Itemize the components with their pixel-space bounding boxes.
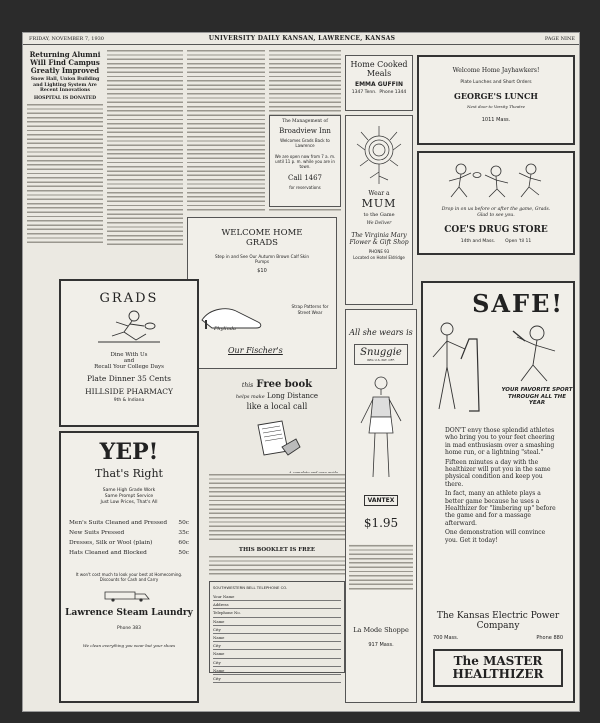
ad-free-book: Free book <box>256 379 313 390</box>
ad-brand: Phylinda <box>214 326 237 332</box>
chrysanthemum-illustration <box>348 120 410 186</box>
price-list <box>69 518 189 558</box>
booklet-text <box>209 555 345 577</box>
ad-address: 917 Mass. <box>368 642 394 648</box>
page-header <box>23 33 580 45</box>
ad-hours: Open 'til 11 <box>505 239 532 244</box>
ad-title: Home Cooked Meals <box>350 60 408 78</box>
ad-body-text <box>209 473 345 543</box>
telephone-booklet-ad <box>209 375 345 705</box>
price-item: Hats Cleaned and Blocked 50c <box>69 550 189 556</box>
master-healthizer-ad <box>421 281 575 703</box>
ad-store: Our Fischer's <box>228 346 283 355</box>
ad-headline: All she wears is <box>349 328 413 337</box>
article-column-3 <box>187 49 265 213</box>
form-field[interactable]: City <box>213 675 341 683</box>
ad-phone: Phone 880 <box>536 635 563 641</box>
ad-line2: Same Prompt Service <box>104 494 154 499</box>
ad-shop: The Virginia Mary Flower & Gift Shop <box>349 232 409 246</box>
delivery-truck-illustration <box>101 588 157 602</box>
masthead: UNIVERSITY DAILY KANSAN, LAWRENCE, KANSAS <box>208 35 396 42</box>
article-column-1 <box>27 49 103 245</box>
ad-line1: Dine With Us <box>110 352 148 358</box>
ad-subtitle: Plate Lunches and Short Orders <box>460 80 532 85</box>
form-field[interactable]: Name <box>213 618 341 626</box>
ad-location: Located on Hotel Eldridge <box>353 255 405 260</box>
baseball-player-illustration <box>425 319 571 423</box>
ad-body-paragraph: DON'T envy those splendid athletes who bring you to your feet cheering in mad enthusiasm over a smashing home run, or a lightning "steal." <box>445 427 555 457</box>
ad-phone: PHONE 93 <box>368 249 390 254</box>
ad-call: Call 1467 <box>287 174 323 182</box>
ad-line2: We are open now from 7 a. m. until 11 p. m. while you are in town. <box>274 154 336 169</box>
form-field[interactable]: Name <box>213 634 341 642</box>
ad-yep: YEP! <box>99 439 159 465</box>
ad-like: like a local call <box>246 402 308 411</box>
form-field[interactable]: Name <box>213 667 341 675</box>
header-date: FRIDAY, NOVEMBER 7, 1930 <box>29 36 104 42</box>
price-item: Dresses, Silk or Wool (plain) 60c <box>69 540 189 546</box>
ad-name: GEORGE'S LUNCH <box>454 91 538 101</box>
la-mode-shoppe-ad <box>345 309 417 703</box>
ad-intro: The Management of <box>282 119 328 124</box>
header-page-number: PAGE NINE <box>544 36 575 42</box>
hillside-pharmacy-ad <box>59 279 199 427</box>
ad-this: this <box>241 382 254 389</box>
ad-note: It won't cost much to look your best at Homecoming. Discounts for Cash and Carry <box>75 572 183 582</box>
ad-price: $1.95 <box>363 516 399 530</box>
ad-store: La Mode Shoppe <box>353 626 409 634</box>
ad-product: The MASTER HEALTHIZER <box>433 649 563 687</box>
ad-title: WELCOME HOME GRADS <box>221 228 303 248</box>
ad-body-paragraph: In fact, many an athlete plays a better game because he uses a Healthizer for "limbering up" before the game and for a massage afterward. <box>445 490 556 527</box>
ad-line3: Just Low Prices, That's All <box>100 500 158 505</box>
ad-game: to the Game <box>363 212 395 218</box>
ad-tagline: YOUR FAVORITE SPORT THROUGH ALL THE YEAR <box>501 387 573 407</box>
runner-illustration <box>94 308 164 346</box>
ad-brand: Snuggie <box>360 347 402 358</box>
ad-address: 700 Mass. <box>433 635 459 641</box>
article-section-heading: HOSPITAL IS DONATED <box>33 95 97 101</box>
booklet-illustration <box>252 417 302 461</box>
ad-welcome: Welcome Home Jayhawkers! <box>452 67 540 74</box>
form-field[interactable]: Telephone No. <box>213 609 341 617</box>
newspaper-page <box>22 32 580 712</box>
ad-name: EMMA GUFFIN <box>354 81 404 88</box>
shoe-illustration <box>198 296 268 330</box>
ad-name: HILLSIDE PHARMACY <box>85 387 173 396</box>
ad-body-text <box>349 544 413 590</box>
ad-right: That's Right <box>95 467 163 480</box>
ad-line1: Same High Grade Work <box>102 488 156 493</box>
coupon-form <box>209 581 345 682</box>
article-subhead: Snow Hall, Union Building and Lighting System Are Recent Innovations <box>30 77 100 93</box>
woman-in-underwear-illustration <box>351 373 411 483</box>
article-body-text <box>27 103 103 245</box>
ad-price: $10 <box>257 268 267 274</box>
georges-lunch-ad <box>417 55 575 145</box>
form-field[interactable]: City <box>213 642 341 650</box>
form-field[interactable]: Name <box>213 650 341 658</box>
ad-address: 1011 Mass. <box>481 117 511 123</box>
ad-helps: helps make <box>235 394 265 400</box>
ad-phone: Phone 383 <box>117 626 141 631</box>
ad-reserve: for reservations <box>289 185 321 190</box>
lawrence-steam-laundry-ad <box>59 431 199 703</box>
form-field[interactable]: City <box>213 626 341 634</box>
form-company: SOUTHWESTERN BELL TELEPHONE CO. <box>213 585 288 590</box>
broadview-inn-ad <box>269 115 341 207</box>
price-item: Men's Suits Cleaned and Pressed 50c <box>69 520 189 526</box>
ad-line2: and <box>123 358 135 364</box>
ad-name: Lawrence Steam Laundry <box>65 608 193 618</box>
form-field[interactable]: Your Name <box>213 593 341 601</box>
ad-tag: VANTEX <box>364 495 399 506</box>
booklet-title: THIS BOOKLET IS FREE <box>238 547 316 553</box>
price-item: New Suits Pressed 35c <box>69 530 189 536</box>
ad-company: The Kansas Electric Power Company <box>436 611 560 631</box>
ad-footer: We clean everything you wear but your shoes <box>82 643 176 648</box>
snuggie-logo-box <box>354 344 408 365</box>
ad-line1: Step in and See Our Autumn Brown Calf Skin Pumps <box>214 254 310 264</box>
ad-long-distance: Long Distance <box>267 392 319 400</box>
home-cooked-meals-ad <box>345 55 413 111</box>
ad-mum: MUM <box>361 197 397 210</box>
ad-line1: Welcomes Grads Back to Lawrence <box>280 138 330 148</box>
form-fields <box>213 593 341 683</box>
article-headline: Returning Alumni Will Find Campus Greatly Improved <box>29 50 101 75</box>
ad-address: 14th and Mass. <box>460 239 496 244</box>
ad-deliver: We Deliver <box>366 221 392 226</box>
ad-phone: Phone 1344 <box>379 90 407 95</box>
article-column-2 <box>107 49 183 245</box>
ad-name: COE'S DRUG STORE <box>444 225 548 235</box>
ad-note: Next door to Varsity Theatre <box>466 104 526 109</box>
shoe-store-ad <box>187 217 337 369</box>
ad-name: Broadview Inn <box>279 127 331 135</box>
form-field[interactable]: City <box>213 659 341 667</box>
ad-body-paragraph: Fifteen minutes a day with the healthizer will put you in the same physical condition and keep you there. <box>445 458 551 488</box>
ad-body <box>445 427 557 544</box>
ad-wear: Wear a <box>368 190 390 197</box>
ad-label: REG U.S. PAT. OFF. <box>367 358 395 362</box>
ad-safe: SAFE! <box>472 289 564 318</box>
ad-tagline: Drop in on us before or after the game, Grads. Glad to see you. <box>441 207 551 218</box>
ad-address: 1347 Tenn. <box>351 90 377 95</box>
ad-title: GRADS <box>99 291 159 306</box>
coes-drug-store-ad <box>417 151 575 255</box>
ad-plate: Plate Dinner 35 Cents <box>86 374 172 383</box>
football-players-illustration <box>441 159 551 199</box>
form-field[interactable]: Address <box>213 601 341 609</box>
ad-address: 9th & Indiana <box>113 398 145 403</box>
mum-flower-shop-ad <box>345 115 413 305</box>
ad-line3: Recall Your College Days <box>94 364 164 370</box>
ad-side-text: Strap Patterns for Street Wear <box>291 304 329 315</box>
ad-body-paragraph: One demonstration will convince you. Get it today! <box>445 529 546 544</box>
